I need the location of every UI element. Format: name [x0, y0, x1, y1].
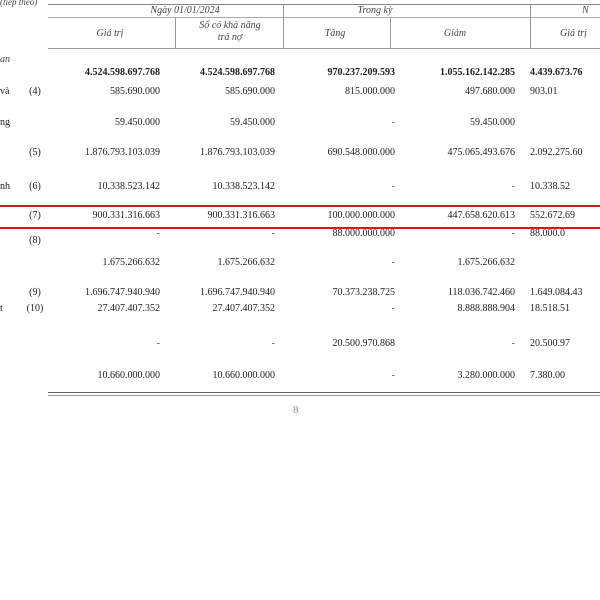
cell-debt: 4.524.598.697.768: [200, 67, 275, 78]
bottom-rule-2: [48, 395, 600, 396]
cell-end: 88.000.0: [530, 228, 565, 239]
header-group-end: N: [582, 5, 589, 16]
cell-decrease: 8.888.888.904: [457, 303, 515, 314]
left-label-t: t: [0, 303, 3, 314]
cell-debt: 27.407.407.352: [212, 303, 275, 314]
cell-debt: 1.696.747.940.940: [200, 287, 275, 298]
cell-value: -: [156, 338, 160, 349]
col-header-value-right: Giá trị: [560, 28, 587, 39]
cell-debt: 10.660.000.000: [212, 370, 275, 381]
cell-increase: -: [391, 117, 395, 128]
col-divider-4: [530, 4, 531, 48]
col-divider-2: [283, 4, 284, 48]
cell-value: 900.331.316.663: [92, 210, 160, 221]
cell-end: 7.380.00: [530, 370, 565, 381]
cell-increase: -: [391, 370, 395, 381]
cell-increase: -: [391, 181, 395, 192]
cell-value: 59.450.000: [115, 117, 160, 128]
bottom-rule-1: [48, 392, 600, 393]
highlight-row-box: [0, 205, 600, 229]
col-header-value: Giá trị: [96, 28, 124, 39]
cell-debt: 10.338.523.142: [212, 181, 275, 192]
cell-debt: 1.876.793.103.039: [200, 147, 275, 158]
cell-decrease: 59.450.000: [470, 117, 515, 128]
cell-end: 18.518.51: [530, 303, 570, 314]
cell-end: 2.092.275.60: [530, 147, 583, 158]
cell-decrease: 1.675.266.632: [457, 257, 515, 268]
cell-value: 585.690.000: [110, 86, 160, 97]
cell-decrease: 1.055.162.142.285: [440, 67, 515, 78]
cell-decrease: 497.680.000: [465, 86, 515, 97]
cell-note: (8): [29, 235, 41, 246]
cell-decrease: -: [511, 338, 515, 349]
cell-value: 27.407.407.352: [97, 303, 160, 314]
col-divider-3: [390, 18, 391, 48]
cell-increase: -: [391, 303, 395, 314]
cell-increase: 20.500.970.868: [332, 338, 395, 349]
header-group-date: Ngày 01/01/2024: [150, 5, 220, 16]
left-label-ng: ng: [0, 117, 10, 128]
cell-note: (9): [29, 287, 41, 298]
left-label-an: an: [0, 54, 10, 65]
cell-end: 10.338.52: [530, 181, 570, 192]
cell-note: (4): [29, 86, 41, 97]
cell-debt: 585.690.000: [225, 86, 275, 97]
col-header-debt-line2: trả nợ: [217, 32, 243, 43]
page-fragment-mark: 8: [293, 404, 299, 416]
group-underline: [48, 17, 600, 18]
cell-note: (10): [26, 303, 44, 314]
cell-debt: 1.675.266.632: [217, 257, 275, 268]
col-divider-1: [175, 18, 176, 48]
cell-decrease: 447.658.620.613: [447, 210, 515, 221]
left-label-va: và: [0, 86, 10, 97]
cell-value: 1.876.793.103.039: [85, 147, 160, 158]
cell-value: 4.524.598.697.768: [85, 67, 160, 78]
cell-value: 1.696.747.940.940: [85, 287, 160, 298]
cell-end: 903.01: [530, 86, 558, 97]
cell-decrease: 3.280.000.000: [457, 370, 515, 381]
cell-debt: 900.331.316.663: [207, 210, 275, 221]
col-header-debt-line1: Số có khả năng: [199, 20, 261, 31]
cell-debt: 59.450.000: [230, 117, 275, 128]
cell-decrease: -: [511, 181, 515, 192]
cell-increase: -: [391, 257, 395, 268]
cell-decrease: 475.065.493.676: [447, 147, 515, 158]
cell-increase: 70.373.238.725: [332, 287, 395, 298]
cell-increase: 88.000.000.000: [332, 228, 395, 239]
cell-value: 1.675.266.632: [102, 257, 160, 268]
cell-end: 4.439.673.76: [530, 67, 583, 78]
cell-end: 20.500.97: [530, 338, 570, 349]
cell-increase: 690.548.000.000: [327, 147, 395, 158]
cell-value: 10.660.000.000: [97, 370, 160, 381]
left-label-nh: nh: [0, 181, 10, 192]
cell-decrease: 118.036.742.460: [447, 287, 515, 298]
cell-note: (7): [29, 210, 41, 221]
cell-decrease: -: [511, 228, 515, 239]
cell-note: (6): [29, 181, 41, 192]
cell-increase: 970.237.209.593: [327, 67, 395, 78]
col-header-decrease: Giảm: [443, 28, 467, 39]
col-header-increase: Tăng: [324, 28, 346, 39]
cell-debt: -: [271, 228, 275, 239]
cell-value: -: [156, 228, 160, 239]
cell-value: 10.338.523.142: [97, 181, 160, 192]
top-left-fragment: (tiếp theo): [0, 0, 38, 7]
cell-debt: -: [271, 338, 275, 349]
cell-increase: 815.000.000: [345, 86, 395, 97]
cell-end: 1.649.084.43: [530, 287, 583, 298]
cell-end: 552.672.69: [530, 210, 575, 221]
cell-note: (5): [29, 147, 41, 158]
header-group-period: Trong kỳ: [357, 5, 393, 16]
cell-increase: 100.000.000.000: [327, 210, 395, 221]
header-bottom-rule: [48, 48, 600, 49]
